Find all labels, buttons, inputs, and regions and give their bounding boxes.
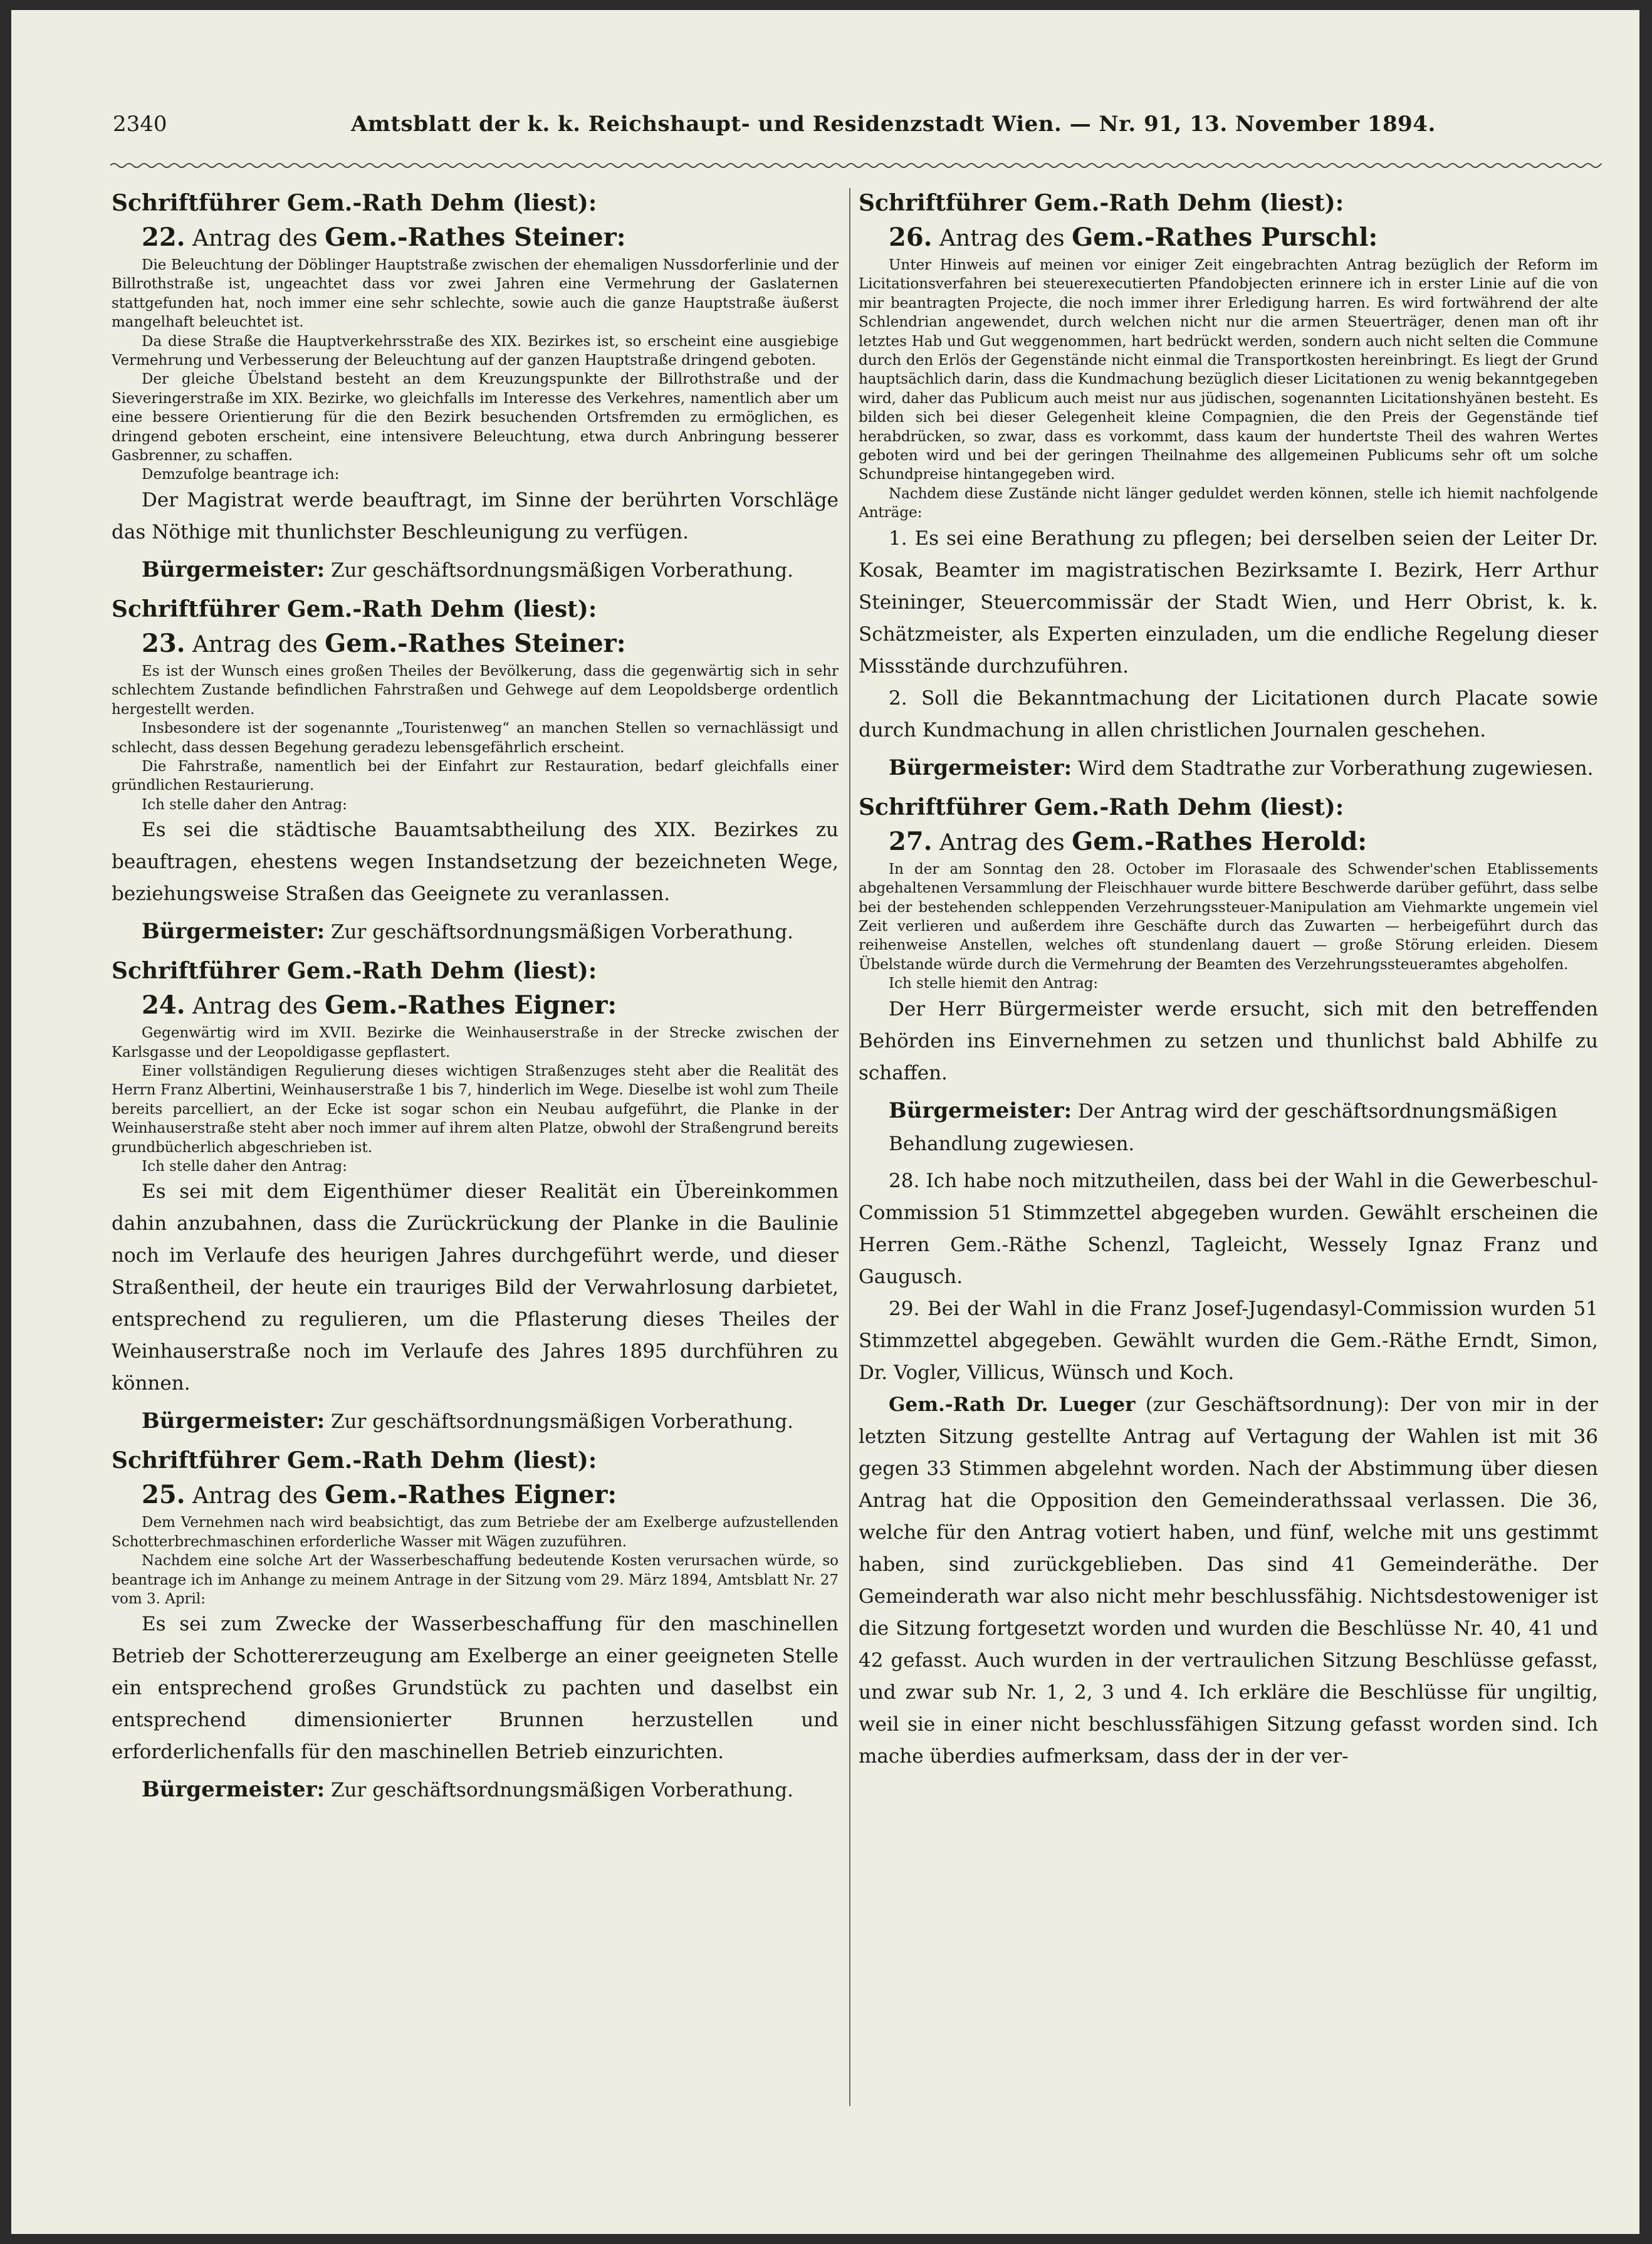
item-22 — [112, 186, 839, 587]
motion-text: Es sei zum Zwecke der Wasserbeschaffung für den maschinellen Betrieb der Schottererzeugung am Exelberge an einer geeigneten Stelle ein entsprechend großes Grundstück zu pachten und daselbst ein entsprechend dimensionierter Brunnen herzustellen und erforderlichenfalls für den maschinellen Betrieb einzurichten. — [112, 1613, 839, 1764]
speaker-line: Schriftführer Gem.-Rath Dehm (liest): — [859, 190, 1344, 216]
mayor-label: Bürgermeister: — [889, 1098, 1072, 1123]
mayor-response — [889, 752, 1598, 785]
lueger-text: (zur Geschäftsordnung): Der von mir in der letzten Sitzung gestellte Antrag auf Vertagung der Wahlen ist mit 36 gegen 33 Stimmen abgelehnt worden. Nach der Abstimmung über diesen Antrag hat die Opposition den Gemeinderathssaal verlassen. Die 36, welche für den Antrag votiert haben, und fünf, welche mit uns gestimmt haben, sind zurückgeblieben. Das sind 41 Gemeinderäthe. Der Gemeinderath war also nicht mehr beschlussfähig. Nichtsdestoweniger ist die Sitzung fortgesetzt worden und wurden die Beschlüsse Nr. 40, 41 und 42 gefasst. Auch wurden in der vertraulichen Sitzung Beschlüsse gefasst, und zwar sub Nr. 1, 2, 3 und 4. Ich erkläre die Beschlüsse für ungiltig, weil sie in einer nicht beschlussfähigen Sitzung gefasst worden sind. Ich mache überdies aufmerksam, dass der in der ver- — [859, 1393, 1598, 1768]
mayor-text: Zur geschäftsordnungsmäßigen Vorberathung. — [331, 1779, 793, 1802]
left-column — [112, 186, 839, 2104]
item-number: 25. — [142, 1480, 186, 1510]
item-29: 29. Bei der Wahl in die Franz Josef-Jugendasyl-Commission wurden 51 Stimmzettel abgegeben. Gewählt wurden die Gem.-Räthe Erndt, Simon, Dr. Vogler, Villicus, Wünsch und Koch. — [859, 1297, 1598, 1384]
item-26 — [859, 186, 1598, 785]
item-number: 27. — [889, 826, 933, 856]
small-paragraph: Die Beleuchtung der Döblinger Hauptstraße zwischen der ehemaligen Nussdorferlinie und der Billrothstraße ist, ungeachtet dass vor zwei Jahren eine Vermehrung der Gaslaternen stattgefunden hat, noch immer eine sehr schlechte, sowie auch die ganze Hauptstraße äußerst mangelhaft beleuchtet ist. — [112, 257, 839, 331]
motion-text: Es sei mit dem Eigenthümer dieser Realität ein Übereinkommen dahin anzubahnen, dass die Zurückrückung der Planke in die Baulinie noch im Verlaufe des heurigen Jahres durchgeführt werde, und dieser Straßentheil, der heute ein trauriges Bild der Verwahrlosung darbietet, entsprechend zu regulieren, um die Pflasterung dieses Theiles der Weinhauserstraße noch im Verlaufe des Jahres 1895 durchführen zu können. — [112, 1180, 839, 1395]
mayor-label: Bürgermeister: — [142, 1408, 325, 1434]
small-paragraph: Die Fahrstraße, namentlich bei der Einfahrt zur Restauration, bedarf gleichfalls einer gründlichen Restaurierung. — [112, 758, 839, 794]
small-paragraph: Da diese Straße die Hauptverkehrsstraße des XIX. Bezirkes ist, so erscheint eine ausgiebige Vermehrung und Verbesserung der Beleuchtung auf der ganzen Hauptstraße dringend geboten. — [112, 333, 839, 369]
small-paragraph: Dem Vernehmen nach wird beabsichtigt, das zum Betriebe der am Exelberge aufzustellenden Schotterbrechmaschinen erforderliche Wasser mit Wägen zuzuführen. — [112, 1514, 839, 1550]
column-divider — [849, 188, 850, 2106]
mayor-response — [142, 1405, 839, 1438]
item-23 — [112, 592, 839, 948]
small-paragraph: Nachdem eine solche Art der Wasserbeschaffung bedeutende Kosten verursachen würde, so beantrage ich im Anhange zu meinem Antrage in der Sitzung vom 29. März 1894, Amtsblatt Nr. 27 vom 3. April: — [112, 1553, 839, 1607]
motion-text: 1. Es sei eine Berathung zu pflegen; bei derselben seien der Leiter Dr. Kosak, Beamter im magistratischen Bezirksamte I. Bezirk, Herr Arthur Steininger, Steuercommissär der Stadt Wien, und Herr Obrist, k. k. Schätzmeister, als Experten einzuladen, um die endliche Regelung dieser Missstände durchzuführen. — [859, 527, 1598, 678]
mayor-response — [889, 1094, 1598, 1160]
motion-text: Der Herr Bürgermeister werde ersucht, sich mit den betreffenden Behörden ins Einvernehmen zu setzen und thunlichst bald Abhilfe zu schaffen. — [859, 997, 1598, 1084]
item-27 — [859, 790, 1598, 1160]
header-title: Amtsblatt der k. k. Reichshaupt- und Residenzstadt Wien. — Nr. 91, 13. November 1894. — [351, 112, 1436, 137]
small-paragraph: Der gleiche Übelstand besteht an dem Kreuzungspunkte der Billrothstraße und der Sieveringerstraße im XIX. Bezirke, wo gleichfalls im Interesse des Verkehres, namentlich aber um eine bessere Orientierung für die den Bezirk besuchenden Ortsfremden zu ermöglichen, es dringend geboten erscheint, eine intensivere Beleuchtung, etwa durch Anbringung besserer Gasbrenner, zu schaffen. — [112, 371, 839, 464]
mayor-text: Zur geschäftsordnungsmäßigen Vorberathung. — [331, 558, 793, 582]
antrag-intro: Antrag des — [192, 994, 318, 1020]
small-paragraph: Ich stelle hiemit den Antrag: — [889, 975, 1099, 992]
right-column — [859, 186, 1598, 2104]
item-24 — [112, 953, 839, 1438]
speaker-line: Schriftführer Gem.-Rath Dehm (liest): — [112, 595, 597, 622]
motion-text: Der Magistrat werde beauftragt, im Sinne der berührten Vorschläge das Nöthige mit thunlichster Beschleunigung zu verfügen. — [112, 488, 839, 543]
proposer: Gem.-Rathes Eigner: — [325, 1480, 617, 1510]
antrag-intro: Antrag des — [192, 226, 318, 251]
mayor-label: Bürgermeister: — [142, 919, 325, 945]
motion-text: Es sei die städtische Bauamtsabtheilung des XIX. Bezirkes zu beauftragen, ehestens wegen Instandsetzung der bezeichneten Wege, beziehungsweise Straßen das Geeignete zu veranlassen. — [112, 819, 839, 906]
antrag-heading — [142, 221, 839, 256]
mayor-response — [142, 553, 839, 587]
small-paragraph: Insbesondere ist der sogenannte „Touristenweg“ an manchen Stellen so vernachlässigt und schlecht, dass dessen Begehung geradezu lebensgefährlich erscheint. — [112, 720, 839, 756]
antrag-heading — [889, 221, 1598, 256]
mayor-text: Wird dem Stadtrathe zur Vorberathung zugewiesen. — [1078, 757, 1594, 780]
proposer: Gem.-Rathes Herold: — [1072, 826, 1367, 856]
mayor-text: Zur geschäftsordnungsmäßigen Vorberathung. — [331, 921, 793, 944]
small-paragraph: Einer vollständigen Regulierung dieses wichtigen Straßenzuges steht aber die Realität des Herrn Franz Albertini, Weinhauserstraße 1 bis 7, hinderlich im Wege. Dieselbe ist wohl zum Theile bereits parcelliert, an der Ecke ist sogar schon ein Neubau aufgeführt, die Planke in der Weinhauserstraße steht aber noch immer auf ihrem alten Platze, obwohl der Straßengrund bereits grundbücherlich abgeschrieben ist. — [112, 1062, 839, 1156]
antrag-intro: Antrag des — [939, 829, 1065, 856]
item-28: 28. Ich habe noch mitzutheilen, dass bei der Wahl in die Gewerbeschul-Commission 51 Stimmzettel abgegeben wurden. Gewählt erscheinen die Herren Gem.-Räthe Schenzl, Tagleicht, Wessely Ignaz Franz und Gaugusch. — [859, 1169, 1598, 1288]
item-number: 24. — [142, 990, 186, 1020]
proposer: Gem.-Rathes Steiner: — [325, 628, 626, 658]
mayor-text: Der Antrag wird der geschäftsordnungsmäßigen Behandlung zugewiesen. — [889, 1099, 1557, 1155]
speaker-line: Schriftführer Gem.-Rath Dehm (liest): — [112, 190, 597, 216]
small-paragraph: Nachdem diese Zustände nicht länger geduldet werden können, stelle ich hiemit nachfolgende Anträge: — [859, 485, 1598, 522]
small-paragraph: Ich stelle daher den Antrag: — [142, 1158, 347, 1175]
antrag-heading — [142, 1478, 839, 1513]
proposer: Gem.-Rathes Purschl: — [1072, 223, 1378, 252]
small-paragraph: Gegenwärtig wird im XVII. Bezirke die Weinhauserstraße in der Strecke zwischen der Karlsgasse und der Leopoldigasse gepflastert. — [112, 1025, 839, 1061]
speaker-line: Schriftführer Gem.-Rath Dehm (liest): — [112, 958, 597, 985]
page-number: 2340 — [113, 112, 167, 137]
speaker-line: Schriftführer Gem.-Rath Dehm (liest): — [859, 794, 1344, 821]
small-paragraph: Ich stelle daher den Antrag: — [142, 796, 347, 813]
antrag-heading — [889, 825, 1598, 860]
mayor-label: Bürgermeister: — [142, 1777, 325, 1803]
item-25 — [112, 1443, 839, 1806]
mayor-label: Bürgermeister: — [889, 755, 1072, 780]
small-paragraph: Demzufolge beantrage ich: — [142, 466, 340, 483]
motion-text: 2. Soll die Bekanntmachung der Licitationen durch Placate sowie durch Kundmachung in allen christlichen Journalen geschehen. — [859, 686, 1598, 742]
mayor-label: Bürgermeister: — [142, 557, 325, 582]
item-number: 22. — [142, 223, 186, 252]
antrag-heading — [142, 988, 839, 1024]
mayor-response — [142, 915, 839, 948]
mayor-text: Zur geschäftsordnungsmäßigen Vorberathung. — [331, 1410, 793, 1434]
proposer: Gem.-Rathes Eigner: — [325, 990, 617, 1020]
wavy-rule — [110, 162, 1602, 169]
item-number: 23. — [142, 628, 186, 658]
lueger-label: Gem.-Rath Dr. Lueger — [889, 1393, 1136, 1416]
small-paragraph: Es ist der Wunsch eines großen Theiles der Bevölkerung, dass die gegenwärtig sich in sehr schlechtem Zustande befindlichen Fahrstraßen und Gehwege auf dem Leopoldsberge ordentlich hergestellt werden. — [112, 663, 839, 718]
antrag-intro: Antrag des — [192, 1483, 318, 1509]
mayor-response — [142, 1773, 839, 1806]
item-number: 26. — [889, 223, 933, 252]
antrag-intro: Antrag des — [192, 631, 318, 658]
lueger-statement — [859, 1389, 1598, 1773]
proposer: Gem.-Rathes Steiner: — [325, 223, 626, 252]
antrag-intro: Antrag des — [939, 226, 1065, 251]
small-paragraph: Unter Hinweis auf meinen vor einiger Zeit eingebrachten Antrag bezüglich der Reform im Licitationsverfahren bei steuerexecutierten Pfandobjecten erinnere ich in erster Linie auf die von mir beantragten Projecte, die noch immer ihrer Erledigung harren. Es wird fortwährend der alte Schlendrian angewendet, durch welchen nicht nur die armen Steuerträger, denen man oft ihr letztes Hab und Gut weggenommen, hart bedrückt werden, sondern auch nicht selten die Commune durch den Erlös der Gegenstände nicht einmal die Transportkosten hereinbringt. Es liegt der Grund hauptsächlich darin, dass die Kundmachung bezüglich dieser Licitationen zu wenig bekanntgegeben wird, daher das Publicum auch meist nur aus jüdischen, sogenannten Licitationshyänen besteht. Es bilden sich bei dieser Gelegenheit kleine Compagnien, die den Preis der Gegenstände tief herabdrücken, so zwar, dass es vorkommt, dass kaum der hundertste Theil des wahren Wertes geboten wird und bei der geringen Theilnahme des allgemeinen Publicums sehr oft um solche Schundpreise hintangegeben wird. — [859, 257, 1598, 483]
small-paragraph: In der am Sonntag den 28. October im Florasaale des Schwender'schen Etablissements abgehaltenen Versammlung der Fleischhauer wurde bittere Beschwerde darüber geführt, dass selbe bei der bestehenden schleppenden Verzehrungssteuer-Manipulation am Viehmarkte ungemein viel Zeit verlieren und außerdem ihre Geschäfte durch das Zuwarten — herbeigeführt durch das reihenweise Anstellen, welches oft stundenlang dauert — große Störung erleiden. Diesem Übelstande würde durch die Vermehrung der Beamten des Verzehrungssteueramtes abgeholfen. — [859, 861, 1598, 973]
antrag-heading — [142, 627, 839, 662]
speaker-line: Schriftführer Gem.-Rath Dehm (liest): — [112, 1447, 597, 1474]
